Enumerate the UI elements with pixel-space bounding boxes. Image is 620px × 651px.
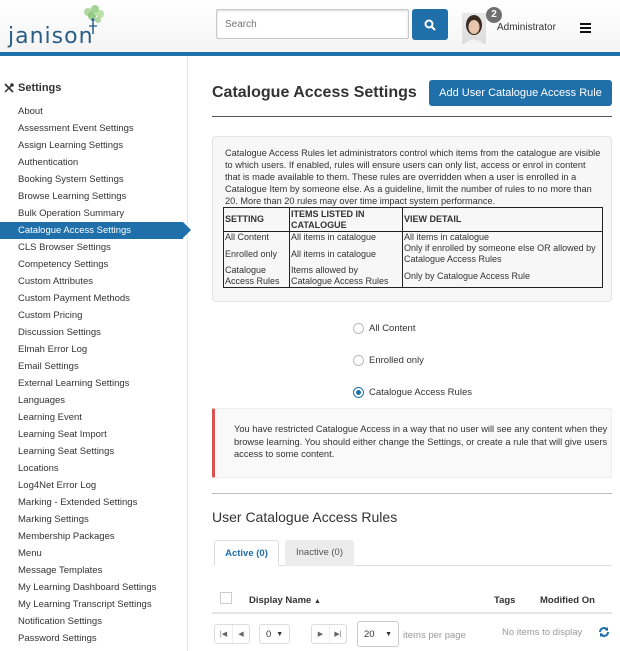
sidebar-item-booking-system-settings[interactable]: Booking System Settings [18, 174, 124, 185]
sidebar-title [4, 82, 61, 94]
table-cell: All items in catalogue [290, 232, 403, 244]
page-size-value: 20 [364, 628, 375, 640]
pager [212, 622, 612, 648]
tab-active[interactable]: Active (0) [214, 540, 279, 566]
table-cell: Only if enrolled by someone else OR allowed by Catalogue Access Rules [403, 243, 603, 265]
radio-button[interactable] [353, 323, 364, 334]
sidebar-item-locations[interactable]: Locations [18, 463, 59, 474]
sidebar-item-custom-payment-methods[interactable]: Custom Payment Methods [18, 293, 130, 304]
sidebar-item-custom-pricing[interactable]: Custom Pricing [18, 310, 83, 321]
table-row [224, 232, 603, 244]
search-input[interactable] [216, 9, 409, 39]
tab-inactive[interactable]: Inactive (0) [285, 540, 354, 566]
sidebar-item-my-learning-transcript-settings[interactable]: My Learning Transcript Settings [18, 599, 152, 610]
sidebar-item-notification-settings[interactable]: Notification Settings [18, 616, 102, 627]
notification-badge[interactable]: 2 [486, 7, 502, 23]
logo-tree-icon [80, 4, 106, 36]
pager-prev-group [214, 624, 250, 644]
column-tags[interactable]: Tags [494, 595, 516, 606]
page-size-select[interactable] [357, 621, 399, 647]
chevron-down-icon: ▼ [276, 630, 284, 638]
page-select[interactable] [259, 624, 290, 644]
table-cell: Catalogue Access Rules [224, 265, 290, 288]
table-header: ITEMS LISTED IN CATALOGUE [290, 208, 403, 232]
table-cell: Enrolled only [224, 243, 290, 265]
sidebar-item-learning-event[interactable]: Learning Event [18, 412, 82, 423]
sidebar-item-password-settings[interactable]: Password Settings [18, 633, 97, 644]
sidebar-item-external-learning-settings[interactable]: External Learning Settings [18, 378, 130, 389]
janison-logo[interactable]: janison [8, 24, 94, 49]
sidebar-title-label: Settings [18, 82, 62, 94]
add-rule-button[interactable]: Add User Catalogue Access Rule [429, 80, 612, 106]
sidebar-item-discussion-settings[interactable]: Discussion Settings [18, 327, 101, 338]
table-cell: All Content [224, 232, 290, 244]
sidebar-item-assessment-event-settings[interactable]: Assessment Event Settings [18, 123, 134, 134]
sidebar-list [0, 103, 188, 647]
table-header: VIEW DETAIL [403, 208, 603, 232]
radio-label: All Content [369, 322, 416, 334]
first-page-icon[interactable]: |◀ [219, 631, 228, 638]
sidebar-item-learning-seat-settings[interactable]: Learning Seat Settings [18, 446, 115, 457]
table-row [224, 243, 603, 265]
sidebar-item-elmah-error-log[interactable]: Elmah Error Log [18, 344, 88, 355]
sidebar-item-marking-extended-settings[interactable]: Marking - Extended Settings [18, 497, 138, 508]
select-all-checkbox[interactable] [220, 592, 232, 604]
sidebar-item-learning-seat-import[interactable]: Learning Seat Import [18, 429, 107, 440]
table-cell: Only by Catalogue Access Rule [403, 265, 603, 288]
search-button[interactable] [412, 9, 448, 40]
column-display-name[interactable]: Display Name ▲ [249, 595, 321, 606]
sidebar-item-message-templates[interactable]: Message Templates [18, 565, 103, 576]
main-content [188, 56, 620, 651]
pager-next-group [311, 624, 347, 644]
sidebar-item-custom-attributes[interactable]: Custom Attributes [18, 276, 93, 287]
hamburger-menu-icon[interactable] [580, 23, 591, 34]
rules-section-title: User Catalogue Access Rules [212, 509, 398, 525]
info-text: Catalogue Access Rules let administrators control which items from the catalogue are visible to which users. If enabled, rules will ensure users can only list, access or enrol in content that is made available to them. These rules are overridden when a user is enrolled in a Catalogue Item by someone else. As a guideline, limit the number of rules to no more than 20. More than 20 rules may over time impact system performance. [225, 148, 601, 206]
warning-alert: You have restricted Catalogue Access in a way that no user will see any content when they browse learning. You should either change the Settings, or create a rule that will give users access to some content. [212, 408, 612, 478]
top-header [0, 0, 620, 52]
table-row [224, 265, 603, 288]
sidebar-item-about[interactable]: About [18, 106, 43, 117]
grid-header [212, 590, 612, 614]
radio-label: Catalogue Access Rules [369, 386, 472, 398]
prev-page-icon[interactable]: ◀ [232, 625, 249, 643]
sidebar-item-languages[interactable]: Languages [18, 395, 66, 406]
last-page-icon[interactable]: ▶| [329, 625, 346, 643]
info-panel [212, 136, 612, 302]
search-icon [424, 19, 436, 31]
sidebar-item-bulk-operation-summary[interactable]: Bulk Operation Summary [18, 208, 125, 219]
sort-asc-icon: ▲ [313, 598, 321, 605]
items-per-page-label: items per page [403, 630, 466, 641]
access-mode-radio-group [353, 312, 472, 408]
sidebar-item-log4net-error-log[interactable]: Log4Net Error Log [18, 480, 97, 491]
avatar-portrait-icon [462, 13, 486, 44]
sidebar-item-membership-packages[interactable]: Membership Packages [18, 531, 115, 542]
empty-message: No items to display [502, 627, 583, 638]
page-value: 0 [266, 628, 272, 640]
divider [212, 116, 612, 117]
sidebar-item-menu[interactable]: Menu [18, 548, 42, 559]
user-avatar[interactable] [462, 13, 486, 44]
user-name[interactable]: Administrator [497, 22, 556, 33]
sidebar-item-catalogue-access-settings[interactable]: Catalogue Access Settings [0, 222, 183, 239]
refresh-icon[interactable] [598, 626, 610, 638]
sidebar-item-competency-settings[interactable]: Competency Settings [18, 259, 109, 270]
tools-icon [4, 83, 14, 93]
sidebar-item-authentication[interactable]: Authentication [18, 157, 79, 168]
table-cell: All items in catalogue [403, 232, 603, 244]
radio-label: Enrolled only [369, 354, 424, 366]
next-page-icon[interactable]: ▶ [317, 631, 324, 638]
table-header: SETTING [224, 208, 290, 232]
sidebar-item-my-learning-dashboard-settings[interactable]: My Learning Dashboard Settings [18, 582, 157, 593]
settings-sidebar [0, 56, 188, 651]
chevron-down-icon: ▼ [385, 630, 392, 638]
radio-button[interactable] [353, 355, 364, 366]
table-cell: All items in catalogue [290, 243, 403, 265]
sidebar-item-marking-settings[interactable]: Marking Settings [18, 514, 89, 525]
radio-button-checked[interactable] [353, 387, 364, 398]
radio-enrolled-only[interactable] [353, 344, 472, 376]
sidebar-item-assign-learning-settings[interactable]: Assign Learning Settings [18, 140, 124, 151]
page-title: Catalogue Access Settings [212, 84, 417, 101]
column-modified-on[interactable]: Modified On [540, 595, 595, 606]
sidebar-item-email-settings[interactable]: Email Settings [18, 361, 79, 372]
table-cell: Items allowed by Catalogue Access Rules [290, 265, 403, 288]
radio-all-content[interactable] [353, 312, 472, 344]
rules-tabs [214, 540, 612, 566]
divider [212, 493, 612, 494]
sidebar-item-cls-browser-settings[interactable]: CLS Browser Settings [18, 242, 111, 253]
radio-catalogue-access-rules[interactable] [353, 376, 472, 408]
sidebar-item-browse-learning-settings[interactable]: Browse Learning Settings [18, 191, 127, 202]
settings-table [223, 207, 603, 288]
